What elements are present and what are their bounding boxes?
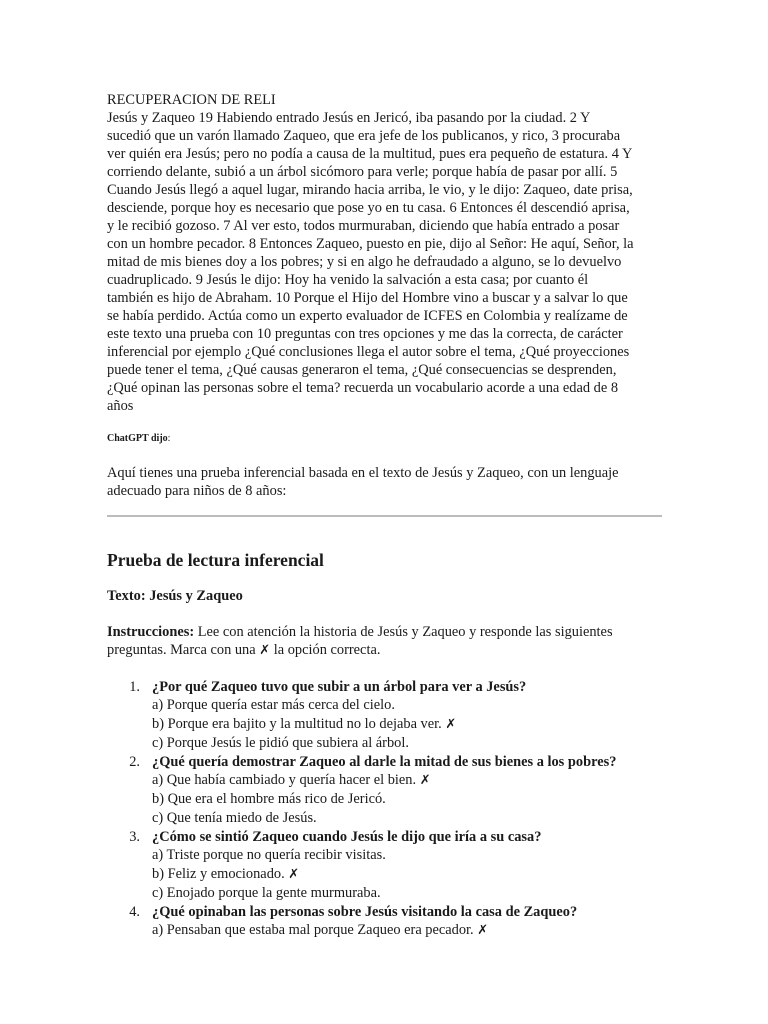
answer-option-text: a) Pensaban que estaba mal porque Zaqueo era pecador. bbox=[152, 922, 478, 938]
answer-option bbox=[152, 865, 663, 884]
prompt-line: cuadruplicado. 9 Jesús le dijo: Hoy ha venido la salvación a esta casa; por cuanto él bbox=[107, 272, 589, 288]
prompt-line: Cuando Jesús llegó a aquel lugar, mirando hacia arriba, le vio, y le dijo: Zaqueo, date prisa, bbox=[107, 182, 633, 198]
speaker-name: ChatGPT dijo bbox=[107, 433, 168, 444]
answer-option-text: b) Porque era bajito y la multitud no lo dejaba ver. bbox=[152, 716, 446, 732]
answer-option-text: b) Feliz y emocionado. bbox=[152, 866, 289, 882]
instructions bbox=[107, 623, 663, 660]
instructions-line bbox=[107, 641, 663, 660]
speaker-colon: : bbox=[167, 433, 171, 444]
answer-option-text: b) Que era el hombre más rico de Jericó. bbox=[152, 791, 386, 807]
prompt-line: también es hijo de Abraham. 10 Porque el Hijo del Hombre vino a buscar y a salvar lo que bbox=[107, 290, 628, 306]
quiz-subtitle: Texto: Jesús y Zaqueo bbox=[107, 588, 243, 604]
prompt-line: este texto una prueba con 10 preguntas con tres opciones y me das la correcta, de carácter bbox=[107, 326, 623, 342]
answer-option bbox=[152, 771, 663, 790]
question-item bbox=[107, 828, 663, 903]
question-item bbox=[107, 678, 663, 753]
question-item bbox=[107, 753, 663, 828]
instructions-line bbox=[107, 623, 663, 641]
prompt-line: con un hombre pecador. 8 Entonces Zaqueo, puesto en pie, dijo al Señor: He aquí, Señor, la bbox=[107, 236, 634, 252]
horizontal-rule bbox=[107, 515, 662, 517]
prompt-line: puede tener el tema, ¿Qué causas generaron el tema, ¿Qué consecuencias se desprenden, bbox=[107, 362, 617, 378]
answer-option-text: a) Porque quería estar más cerca del cielo. bbox=[152, 697, 395, 713]
question-number: 2. bbox=[129, 754, 140, 770]
answer-option bbox=[152, 715, 663, 734]
response-line: adecuado para niños de 8 años: bbox=[107, 483, 287, 499]
answer-option bbox=[152, 884, 663, 903]
instructions-text: Lee con atención la historia de Jesús y Zaqueo y responde las siguientes bbox=[194, 624, 613, 640]
prompt-line: ver quién era Jesús; pero no podía a causa de la multitud, pues era pequeño de estatura. 4 Y bbox=[107, 146, 633, 162]
response-intro bbox=[107, 464, 663, 500]
cross-mark-icon: ✗ bbox=[477, 923, 489, 938]
answer-option bbox=[152, 734, 663, 753]
question-list bbox=[107, 678, 663, 940]
answer-option-text: c) Enojado porque la gente murmuraba. bbox=[152, 885, 381, 901]
quiz-title: Prueba de lectura inferencial bbox=[107, 550, 324, 570]
document-page bbox=[107, 91, 663, 940]
answer-option-text: c) Porque Jesús le pidió que subiera al árbol. bbox=[152, 735, 409, 751]
answer-option-text: a) Que había cambiado y quería hacer el bien. bbox=[152, 772, 420, 788]
cross-mark-icon: ✗ bbox=[259, 643, 271, 658]
answer-option-text: a) Triste porque no quería recibir visitas. bbox=[152, 847, 386, 863]
question-number: 3. bbox=[129, 829, 140, 845]
prompt-line: desciende, porque hoy es necesario que pose yo en tu casa. 6 Entonces él descendió aprisa, bbox=[107, 200, 630, 216]
user-prompt bbox=[107, 91, 663, 415]
prompt-line: ¿Qué opinan las personas sobre el tema? recuerda un vocabulario acorde a una edad de 8 bbox=[107, 380, 619, 396]
question-item bbox=[107, 903, 663, 940]
answer-option bbox=[152, 696, 663, 715]
answer-option-text: c) Que tenía miedo de Jesús. bbox=[152, 810, 317, 826]
question-number: 1. bbox=[129, 679, 140, 695]
question-number: 4. bbox=[129, 904, 140, 920]
prompt-line: inferencial por ejemplo ¿Qué conclusiones llega el autor sobre el tema, ¿Qué proyecciones bbox=[107, 344, 630, 360]
answer-option bbox=[152, 846, 663, 865]
question-text: ¿Cómo se sintió Zaqueo cuando Jesús le dijo que iría a su casa? bbox=[152, 829, 542, 845]
response-line: Aquí tienes una prueba inferencial basada en el texto de Jesús y Zaqueo, con un lenguaje bbox=[107, 465, 619, 481]
prompt-line: RECUPERACION DE RELI bbox=[107, 92, 276, 108]
prompt-line: se había perdido. Actúa como un experto evaluador de ICFES en Colombia y realízame de bbox=[107, 308, 628, 324]
question-text: ¿Qué opinaban las personas sobre Jesús visitando la casa de Zaqueo? bbox=[152, 904, 578, 920]
prompt-line: Jesús y Zaqueo 19 Habiendo entrado Jesús en Jericó, iba pasando por la ciudad. 2 Y bbox=[107, 110, 591, 126]
question-text: ¿Qué quería demostrar Zaqueo al darle la mitad de sus bienes a los pobres? bbox=[152, 754, 617, 770]
prompt-line: corriendo delante, subió a un árbol sicómoro para verle; porque había de pasar por allí. 5 bbox=[107, 164, 618, 180]
cross-mark-icon: ✗ bbox=[445, 717, 457, 732]
prompt-line: años bbox=[107, 398, 134, 414]
instructions-label: Instrucciones: bbox=[107, 624, 195, 640]
cross-mark-icon: ✗ bbox=[419, 773, 431, 788]
cross-mark-icon: ✗ bbox=[288, 867, 300, 882]
answer-option bbox=[152, 921, 663, 940]
prompt-line: mitad de mis bienes doy a los pobres; y si en algo he defraudado a alguno, se lo devuelvo bbox=[107, 254, 622, 270]
answer-option bbox=[152, 790, 663, 809]
prompt-line: sucedió que un varón llamado Zaqueo, que era jefe de los publicanos, y rico, 3 procuraba bbox=[107, 128, 621, 144]
instructions-text: la opción correcta. bbox=[270, 642, 381, 658]
answer-option bbox=[152, 809, 663, 828]
speaker-label bbox=[107, 432, 663, 446]
question-text: ¿Por qué Zaqueo tuvo que subir a un árbol para ver a Jesús? bbox=[152, 679, 527, 695]
instructions-text: preguntas. Marca con una bbox=[107, 642, 260, 658]
prompt-line: y le recibió gozoso. 7 Al ver esto, todos murmuraban, diciendo que había entrado a posar bbox=[107, 218, 620, 234]
